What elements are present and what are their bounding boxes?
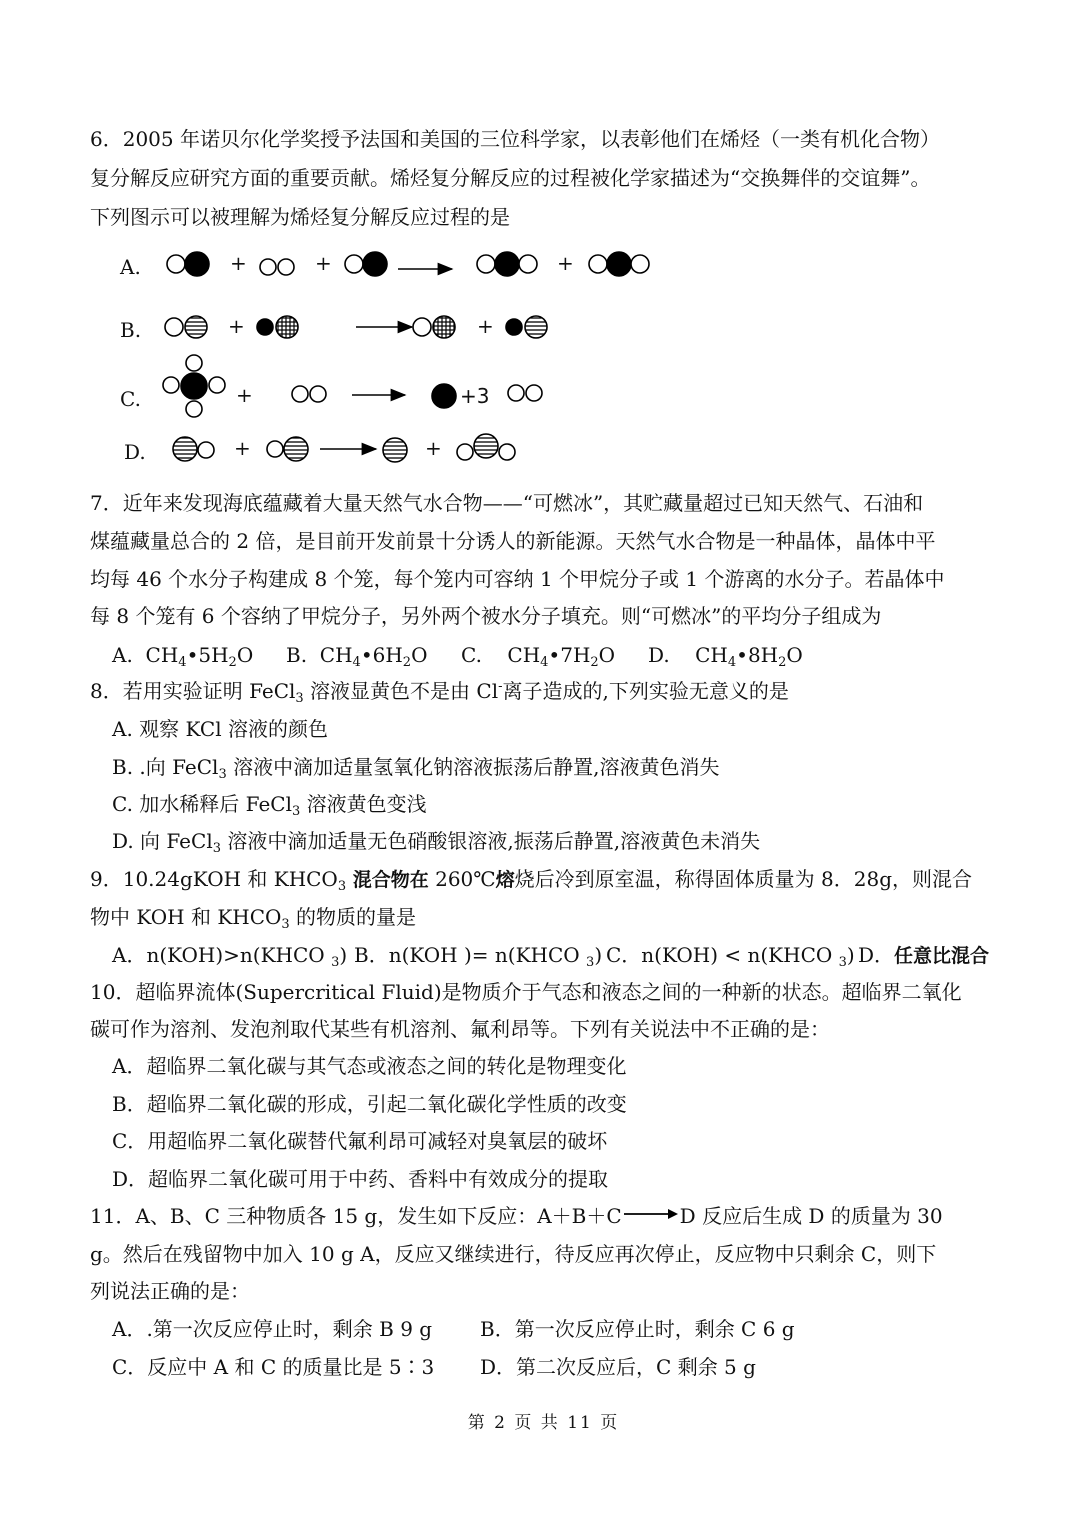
q6-line-2: 复分解反应研究方面的重要贡献。烯烃复分解反应的过程被化学家描述为“交换舞伴的交谊舞”。 [90,166,931,190]
q6-option-b-label: B. [120,318,142,342]
page-footer: 第 2 页 共 11 页 [467,1413,620,1433]
q9-option-b: B．n(KOH )= n(KHCO $_3$) [354,943,603,970]
q7-line-4: 每 8 个笼有 6 个容纳了甲烷分子，另外两个被水分子填充。则“可燃冰”的平均分子组成为 [90,604,882,628]
plus-sign: + [477,314,494,338]
plus-sign: + [315,251,332,275]
q11-option-b: B．第一次反应停止时，剩余 C 6 g [480,1317,795,1341]
q7-line-3: 均每 46 个水分子构建成 8 个笼，每个笼内可容纳 1 个甲烷分子或 1 个游离的水分子。若晶体中 [90,567,945,591]
q9-option-c: C．n(KOH) < n(KHCO $_3$) [606,943,855,970]
q10-option-c: C．用超临界二氧化碳替代氟利昂可减轻对臭氧层的破坏 [112,1129,608,1153]
plus-sign: + [557,251,574,275]
q10-option-d: D．超临界二氧化碳可用于中药、香料中有效成分的提取 [112,1167,609,1191]
q11-line-2: g。然后在残留物中加入 10 g A，反应又继续进行，待反应再次停止，反应物中只剩余 C，则下 [90,1242,937,1266]
plus-three-label: +3 [460,384,490,408]
q8-option-a: A. 观察 KCl 溶液的颜色 [112,717,328,741]
q11-line-1: 11．A、B、C 三种物质各 15 g，发生如下反应：A＋B＋C D 反应后生成 D 的质量为 30 [90,1204,943,1228]
q6-line-1: 6．2005 年诺贝尔化学奖授予法国和美国的三位科学家，以表彰他们在烯烃（一类有机化合物） [90,127,940,151]
q11-option-a: A．.第一次反应停止时，剩余 B 9 g [112,1317,433,1341]
q7-option-b: B. $CH_4•6H_2O$ [286,643,428,670]
reaction-arrow-icon [622,1207,680,1221]
q7-line-1: 7．近年来发现海底蕴藏着大量天然气水合物——“可燃冰”，其贮藏量超过已知天然气、石油和 [90,491,924,515]
q9-stem-line-2: 物中 KOH 和 $KHCO_3$ 的物质的量是 [90,905,417,932]
q8-stem: 8．若用实验证明 FeCl$_3$ 溶液显黄色不是由 Cl-离子造成的,下列实验无意义的是 [90,679,789,706]
q7-option-c: C. $CH_4•7H_2O$ [461,643,616,670]
plus-sign: + [425,436,442,460]
q9-option-d: D．任意比混合 [858,943,990,967]
plus-sign: + [228,314,245,338]
plus-sign: + [234,436,251,460]
q8-option-b: B. .向 FeCl$_3$ 溶液中滴加适量氢氧化钠溶液振荡后静置,溶液黄色消失 [112,755,720,782]
plus-sign: + [230,251,247,275]
q7-option-d: D. $CH_4•8H_2O$ [648,643,803,670]
q11-option-c: C．反应中 A 和 C 的质量比是 5∶3 [112,1355,435,1379]
q6-option-a-label: A. [120,255,141,279]
q6-line-3: 下列图示可以被理解为烯烃复分解反应过程的是 [90,205,510,229]
q7-line-2: 煤蕴藏量总合的 2 倍，是目前开发前景十分诱人的新能源。天然气水合物是一种晶体，晶体中平 [90,529,936,553]
q8-option-c: C. 加水稀释后 FeCl$_3$ 溶液黄色变浅 [112,792,427,819]
reaction-diagrams [0,0,1087,480]
q7-option-a: A. $CH_4•5H_2O$ [112,643,254,670]
q9-stem: 9．10.24gKOH 和 $KHCO_3$ 混合物在 260℃熔烧后冷到原室温，称得固体质量为 8．28g，则混合 [90,867,973,894]
diagram-d [173,434,515,462]
q6-option-c-label: C. [120,387,141,411]
plus-sign: + [236,383,253,407]
q6-option-d-label: D. [124,440,146,464]
q11-option-d: D．第二次反应后，C 剩余 5 g [480,1355,756,1379]
q11-line-3: 列说法正确的是： [90,1279,250,1303]
q10-line-1: 10．超临界流体(Supercritical Fluid)是物质介于气态和液态之间的一种新的状态。超临界二氧化 [90,980,962,1004]
q10-option-b: B．超临界二氧化碳的形成，引起二氧化碳化学性质的改变 [112,1092,627,1116]
q9-option-a: A．n(KOH)>n(KHCO $_3$) [112,943,348,970]
q10-line-2: 碳可作为溶剂、发泡剂取代某些有机溶剂、氟利昂等。下列有关说法中不正确的是： [90,1017,830,1041]
q8-option-d: D. 向 FeCl$_3$ 溶液中滴加适量无色硝酸银溶液,振荡后静置,溶液黄色未消失 [112,829,761,856]
q10-option-a: A．超临界二氧化碳与其气态或液态之间的转化是物理变化 [112,1054,627,1078]
